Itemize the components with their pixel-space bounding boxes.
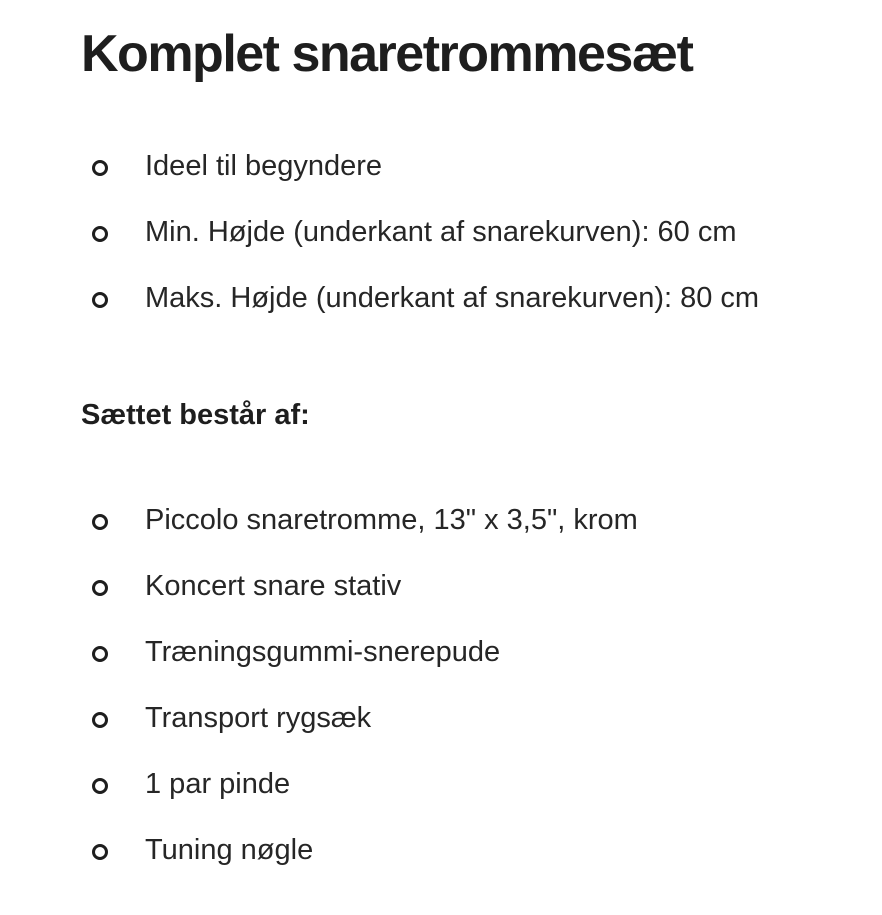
list-item-text: Tuning nøgle [145,834,314,866]
list-item [0,214,882,254]
circle-outline-icon [92,778,108,794]
circle-outline-icon [92,712,108,728]
circle-outline-icon [92,226,108,242]
list-item [0,832,882,872]
circle-outline-icon [92,646,108,662]
list-item [0,148,882,188]
list-item-text: 1 par pinde [145,768,291,800]
list-item-text: Transport rygsæk [145,702,372,734]
list-item [0,502,882,542]
list-item-text: Min. Højde (underkant af snarekurven): 60 cm [145,216,737,248]
circle-outline-icon [92,160,108,176]
list-item [0,280,882,320]
circle-outline-icon [92,292,108,308]
list-item [0,700,882,740]
list-item [0,766,882,806]
circle-outline-icon [92,580,108,596]
list-item-text: Ideel til begyndere [145,150,382,182]
list-item-text: Koncert snare stativ [145,570,402,602]
circle-outline-icon [92,514,108,530]
circle-outline-icon [92,844,108,860]
page-title: Komplet snaretrommesæt [81,25,693,83]
contents-heading: Sættet består af: [81,399,310,431]
list-item-text: Træningsgummi-snerepude [145,636,501,668]
list-item-text: Piccolo snaretromme, 13" x 3,5", krom [145,504,638,536]
list-item [0,568,882,608]
list-item-text: Maks. Højde (underkant af snarekurven): 80 cm [145,282,760,314]
list-item [0,634,882,674]
